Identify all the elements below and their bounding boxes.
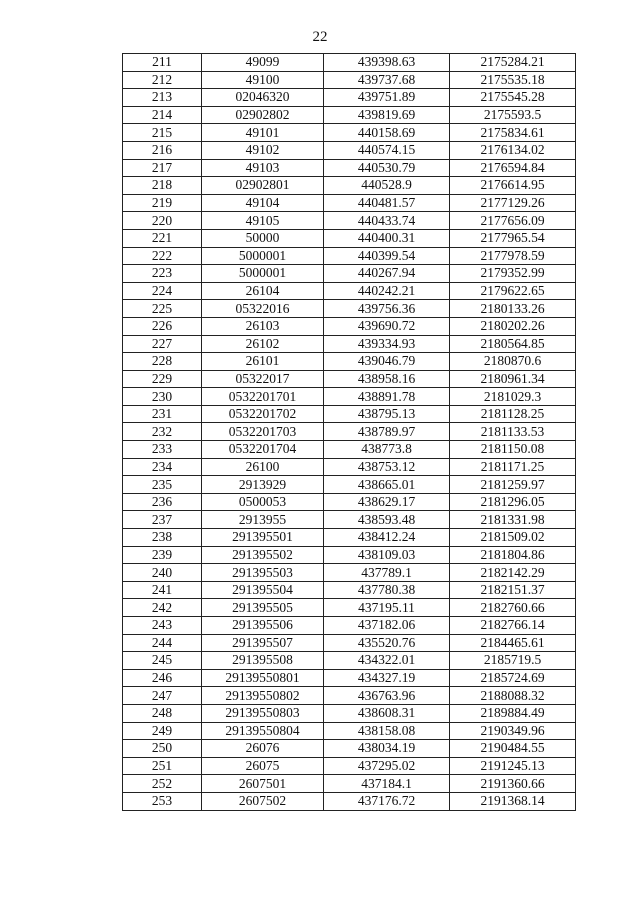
x-coordinate-cell: 438891.78 [324,388,450,406]
y-coordinate-cell: 2181509.02 [450,529,576,547]
table-row [123,617,576,635]
y-coordinate-cell: 2181128.25 [450,405,576,423]
y-coordinate-cell: 2176134.02 [450,141,576,159]
row-index-cell: 215 [123,124,202,142]
x-coordinate-cell: 438753.12 [324,458,450,476]
row-index-cell: 245 [123,652,202,670]
x-coordinate-cell: 438665.01 [324,476,450,494]
x-coordinate-cell: 440530.79 [324,159,450,177]
y-coordinate-cell: 2181133.53 [450,423,576,441]
table-row [123,194,576,212]
y-coordinate-cell: 2175593.5 [450,106,576,124]
row-index-cell: 223 [123,265,202,283]
table-row [123,757,576,775]
table-row [123,792,576,810]
y-coordinate-cell: 2180564.85 [450,335,576,353]
point-id-cell: 49102 [202,141,324,159]
table-row [123,229,576,247]
x-coordinate-cell: 437295.02 [324,757,450,775]
point-id-cell: 26104 [202,282,324,300]
y-coordinate-cell: 2181259.97 [450,476,576,494]
point-id-cell: 26102 [202,335,324,353]
row-index-cell: 239 [123,546,202,564]
row-index-cell: 226 [123,317,202,335]
table-row [123,669,576,687]
row-index-cell: 230 [123,388,202,406]
point-id-cell: 291395505 [202,599,324,617]
x-coordinate-cell: 435520.76 [324,634,450,652]
x-coordinate-cell: 439046.79 [324,353,450,371]
point-id-cell: 0500053 [202,493,324,511]
y-coordinate-cell: 2189884.49 [450,704,576,722]
table-row [123,476,576,494]
row-index-cell: 216 [123,141,202,159]
table-row [123,124,576,142]
y-coordinate-cell: 2184465.61 [450,634,576,652]
row-index-cell: 253 [123,792,202,810]
x-coordinate-cell: 438158.08 [324,722,450,740]
x-coordinate-cell: 439756.36 [324,300,450,318]
x-coordinate-cell: 438773.8 [324,441,450,459]
table-row [123,493,576,511]
y-coordinate-cell: 2191245.13 [450,757,576,775]
x-coordinate-cell: 440399.54 [324,247,450,265]
row-index-cell: 227 [123,335,202,353]
point-id-cell: 29139550804 [202,722,324,740]
point-id-cell: 29139550801 [202,669,324,687]
x-coordinate-cell: 438412.24 [324,529,450,547]
table-row [123,687,576,705]
row-index-cell: 246 [123,669,202,687]
x-coordinate-cell: 434322.01 [324,652,450,670]
x-coordinate-cell: 439334.93 [324,335,450,353]
x-coordinate-cell: 439751.89 [324,89,450,107]
x-coordinate-cell: 440481.57 [324,194,450,212]
table-row [123,740,576,758]
row-index-cell: 251 [123,757,202,775]
x-coordinate-cell: 437184.1 [324,775,450,793]
row-index-cell: 241 [123,581,202,599]
table-row [123,423,576,441]
point-id-cell: 26100 [202,458,324,476]
point-id-cell: 291395508 [202,652,324,670]
y-coordinate-cell: 2180133.26 [450,300,576,318]
point-id-cell: 49101 [202,124,324,142]
table-row [123,282,576,300]
row-index-cell: 213 [123,89,202,107]
y-coordinate-cell: 2177129.26 [450,194,576,212]
table-row [123,141,576,159]
table-row [123,546,576,564]
table-row [123,599,576,617]
table-row [123,529,576,547]
table-row [123,775,576,793]
x-coordinate-cell: 438958.16 [324,370,450,388]
table-row [123,54,576,72]
row-index-cell: 235 [123,476,202,494]
table-row [123,159,576,177]
row-index-cell: 222 [123,247,202,265]
table-row [123,388,576,406]
y-coordinate-cell: 2180870.6 [450,353,576,371]
x-coordinate-cell: 436763.96 [324,687,450,705]
y-coordinate-cell: 2177656.09 [450,212,576,230]
table-row [123,212,576,230]
x-coordinate-cell: 438109.03 [324,546,450,564]
y-coordinate-cell: 2179622.65 [450,282,576,300]
row-index-cell: 214 [123,106,202,124]
table-row [123,71,576,89]
table-row [123,370,576,388]
y-coordinate-cell: 2185719.5 [450,652,576,670]
point-id-cell: 49100 [202,71,324,89]
y-coordinate-cell: 2181029.3 [450,388,576,406]
row-index-cell: 233 [123,441,202,459]
point-id-cell: 2913955 [202,511,324,529]
point-id-cell: 291395502 [202,546,324,564]
x-coordinate-cell: 440267.94 [324,265,450,283]
y-coordinate-cell: 2175834.61 [450,124,576,142]
point-id-cell: 291395504 [202,581,324,599]
point-id-cell: 29139550802 [202,687,324,705]
x-coordinate-cell: 440433.74 [324,212,450,230]
point-id-cell: 26101 [202,353,324,371]
point-id-cell: 2607502 [202,792,324,810]
point-id-cell: 5000001 [202,265,324,283]
x-coordinate-cell: 440400.31 [324,229,450,247]
x-coordinate-cell: 438789.97 [324,423,450,441]
table-row [123,722,576,740]
row-index-cell: 236 [123,493,202,511]
y-coordinate-cell: 2181331.98 [450,511,576,529]
point-id-cell: 0532201703 [202,423,324,441]
x-coordinate-cell: 437195.11 [324,599,450,617]
row-index-cell: 234 [123,458,202,476]
x-coordinate-cell: 438593.48 [324,511,450,529]
row-index-cell: 243 [123,617,202,635]
row-index-cell: 237 [123,511,202,529]
x-coordinate-cell: 440528.9 [324,177,450,195]
y-coordinate-cell: 2179352.99 [450,265,576,283]
x-coordinate-cell: 440158.69 [324,124,450,142]
table-row [123,89,576,107]
table-row [123,458,576,476]
y-coordinate-cell: 2176614.95 [450,177,576,195]
x-coordinate-cell: 437182.06 [324,617,450,635]
table-row [123,177,576,195]
row-index-cell: 224 [123,282,202,300]
y-coordinate-cell: 2181171.25 [450,458,576,476]
point-id-cell: 50000 [202,229,324,247]
y-coordinate-cell: 2181150.08 [450,441,576,459]
point-id-cell: 26075 [202,757,324,775]
y-coordinate-cell: 2182760.66 [450,599,576,617]
point-id-cell: 02046320 [202,89,324,107]
x-coordinate-cell: 440242.21 [324,282,450,300]
y-coordinate-cell: 2177965.54 [450,229,576,247]
table-row [123,353,576,371]
y-coordinate-cell: 2181804.86 [450,546,576,564]
y-coordinate-cell: 2190484.55 [450,740,576,758]
x-coordinate-cell: 437789.1 [324,564,450,582]
table-row [123,581,576,599]
table-row [123,317,576,335]
table-row [123,441,576,459]
table-row [123,106,576,124]
row-index-cell: 249 [123,722,202,740]
y-coordinate-cell: 2188088.32 [450,687,576,705]
row-index-cell: 248 [123,704,202,722]
table-row [123,335,576,353]
point-id-cell: 29139550803 [202,704,324,722]
coordinates-table [122,53,576,811]
row-index-cell: 238 [123,529,202,547]
table-row [123,634,576,652]
page-number: 22 [312,29,328,45]
table-row [123,405,576,423]
x-coordinate-cell: 437176.72 [324,792,450,810]
x-coordinate-cell: 440574.15 [324,141,450,159]
row-index-cell: 219 [123,194,202,212]
row-index-cell: 212 [123,71,202,89]
row-index-cell: 231 [123,405,202,423]
x-coordinate-cell: 438629.17 [324,493,450,511]
point-id-cell: 2607501 [202,775,324,793]
y-coordinate-cell: 2185724.69 [450,669,576,687]
row-index-cell: 250 [123,740,202,758]
row-index-cell: 247 [123,687,202,705]
table-row [123,247,576,265]
point-id-cell: 0532201701 [202,388,324,406]
x-coordinate-cell: 439690.72 [324,317,450,335]
point-id-cell: 5000001 [202,247,324,265]
row-index-cell: 242 [123,599,202,617]
row-index-cell: 244 [123,634,202,652]
row-index-cell: 217 [123,159,202,177]
point-id-cell: 05322016 [202,300,324,318]
point-id-cell: 26103 [202,317,324,335]
x-coordinate-cell: 438034.19 [324,740,450,758]
point-id-cell: 49099 [202,54,324,72]
table-row [123,300,576,318]
y-coordinate-cell: 2182142.29 [450,564,576,582]
y-coordinate-cell: 2177978.59 [450,247,576,265]
x-coordinate-cell: 439819.69 [324,106,450,124]
table-row [123,704,576,722]
y-coordinate-cell: 2180202.26 [450,317,576,335]
y-coordinate-cell: 2180961.34 [450,370,576,388]
y-coordinate-cell: 2191368.14 [450,792,576,810]
x-coordinate-cell: 437780.38 [324,581,450,599]
x-coordinate-cell: 438608.31 [324,704,450,722]
point-id-cell: 0532201702 [202,405,324,423]
x-coordinate-cell: 434327.19 [324,669,450,687]
row-index-cell: 220 [123,212,202,230]
table-row [123,652,576,670]
point-id-cell: 49104 [202,194,324,212]
y-coordinate-cell: 2191360.66 [450,775,576,793]
coordinates-table-body [123,54,576,811]
row-index-cell: 229 [123,370,202,388]
point-id-cell: 291395507 [202,634,324,652]
row-index-cell: 252 [123,775,202,793]
point-id-cell: 49105 [202,212,324,230]
point-id-cell: 291395506 [202,617,324,635]
y-coordinate-cell: 2175284.21 [450,54,576,72]
x-coordinate-cell: 439398.63 [324,54,450,72]
point-id-cell: 0532201704 [202,441,324,459]
row-index-cell: 211 [123,54,202,72]
point-id-cell: 05322017 [202,370,324,388]
y-coordinate-cell: 2175545.28 [450,89,576,107]
y-coordinate-cell: 2175535.18 [450,71,576,89]
table-row [123,265,576,283]
y-coordinate-cell: 2176594.84 [450,159,576,177]
table-row [123,511,576,529]
row-index-cell: 225 [123,300,202,318]
row-index-cell: 221 [123,229,202,247]
point-id-cell: 49103 [202,159,324,177]
point-id-cell: 291395501 [202,529,324,547]
point-id-cell: 2913929 [202,476,324,494]
row-index-cell: 218 [123,177,202,195]
x-coordinate-cell: 438795.13 [324,405,450,423]
y-coordinate-cell: 2190349.96 [450,722,576,740]
point-id-cell: 291395503 [202,564,324,582]
row-index-cell: 228 [123,353,202,371]
row-index-cell: 240 [123,564,202,582]
point-id-cell: 02902802 [202,106,324,124]
point-id-cell: 02902801 [202,177,324,195]
row-index-cell: 232 [123,423,202,441]
y-coordinate-cell: 2181296.05 [450,493,576,511]
y-coordinate-cell: 2182766.14 [450,617,576,635]
y-coordinate-cell: 2182151.37 [450,581,576,599]
x-coordinate-cell: 439737.68 [324,71,450,89]
point-id-cell: 26076 [202,740,324,758]
table-row [123,564,576,582]
